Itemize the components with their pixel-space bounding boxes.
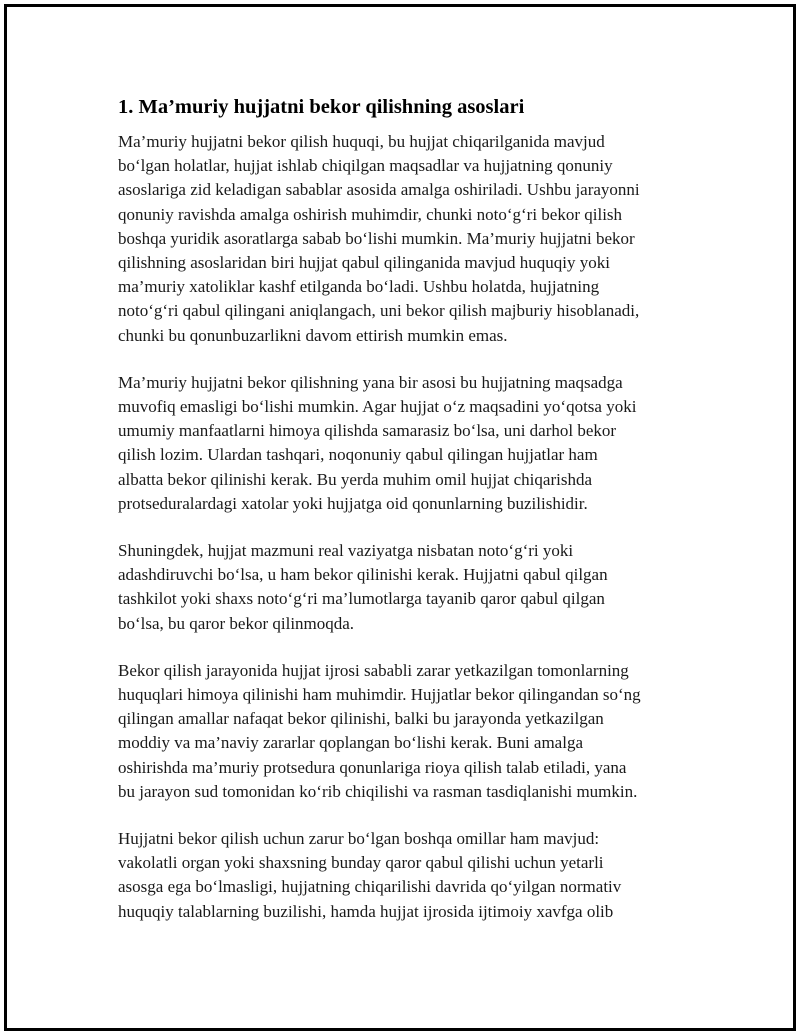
section-heading: 1. Ma’muriy hujjatni bekor qilishning asoslari (118, 96, 525, 118)
paragraph (118, 539, 698, 636)
paragraph-list (118, 130, 698, 924)
text-line: albatta bekor qilinishi kerak. Bu yerda muhim omil hujjat chiqarishda (118, 469, 592, 489)
text-line: tashkilot yoki shaxs noto‘g‘ri ma’lumotlarga tayanib qaror qabul qilgan (118, 589, 605, 609)
text-line: Ma’muriy hujjatni bekor qilishning yana bir asosi bu hujjatning maqsadga (118, 372, 623, 392)
text-line: asoslariga zid keladigan sabablar asosida amalga oshiriladi. Ushbu jarayonni (118, 180, 640, 200)
text-line: Bekor qilish jarayonida hujjat ijrosi sababli zarar yetkazilgan tomonlarning (118, 660, 629, 680)
paragraph (118, 827, 698, 924)
text-line: qonuniy ravishda amalga oshirish muhimdir, chunki noto‘g‘ri bekor qilish (118, 204, 623, 224)
paragraph (118, 659, 698, 804)
text-line: huquqlari himoya qilinishi ham muhimdir. Hujjatlar bekor qilingandan so‘ng (118, 685, 641, 705)
text-line: Hujjatni bekor qilish uchun zarur bo‘lgan boshqa omillar ham mavjud: (118, 829, 600, 849)
text-line: ma’muriy xatoliklar kashf etilganda bo‘ladi. Ushbu holatda, hujjatning (118, 277, 600, 297)
text-line: huquqiy talablarning buzilishi, hamda hujjat ijrosida ijtimoiy xavfga olib (118, 901, 614, 921)
text-line: Ma’muriy hujjatni bekor qilish huquqi, bu hujjat chiqarilganida mavjud (118, 132, 605, 151)
paragraph (118, 371, 698, 516)
paragraph (118, 130, 698, 348)
text-line: qilingan amallar nafaqat bekor qilinishi, balki bu jarayonda yetkazilgan (118, 709, 604, 729)
text-line: adashdiruvchi bo‘lsa, u ham bekor qilinishi kerak. Hujjatni qabul qilgan (118, 565, 608, 585)
text-line: bo‘lgan holatlar, hujjat ishlab chiqilgan maqsadlar va hujjatning qonuniy (118, 156, 613, 176)
text-line: muvofiq emasligi bo‘lishi mumkin. Agar hujjat o‘z maqsadini yo‘qotsa yoki (118, 397, 637, 417)
text-line: asosga ega bo‘lmasligi, hujjatning chiqarilishi davrida qo‘yilgan normativ (118, 877, 622, 897)
text-line: chunki bu qonunbuzarlikni davom ettirish mumkin emas. (118, 325, 508, 345)
text-line: bo‘lsa, bu qaror bekor qilinmoqda. (118, 613, 355, 633)
text-line: qilishning asoslaridan biri hujjat qabul qilinganida mavjud huquqiy yoki (118, 253, 610, 273)
text-line: bu jarayon sud tomonidan ko‘rib chiqilishi va rasman tasdiqlanishi mumkin. (118, 781, 638, 801)
document-body (118, 94, 698, 947)
text-line: qilish lozim. Ulardan tashqari, noqonuniy qabul qilingan hujjatlar ham (118, 445, 598, 465)
text-line: umumiy manfaatlarni himoya qilishda samarasiz bo‘lsa, uni darhol bekor (118, 421, 617, 441)
text-line: Shuningdek, hujjat mazmuni real vaziyatga nisbatan noto‘g‘ri yoki (118, 541, 574, 561)
text-line: vakolatli organ yoki shaxsning bunday qaror qabul qilishi uchun yetarli (118, 853, 604, 873)
text-line: oshirishda ma’muriy protsedura qonunlariga rioya qilish talab etiladi, yana (118, 757, 627, 777)
text-line: boshqa yuridik asoratlarga sabab bo‘lishi mumkin. Ma’muriy hujjatni bekor (118, 228, 635, 248)
text-line: moddiy va ma’naviy zararlar qoplangan bo‘lishi kerak. Buni amalga (118, 733, 583, 753)
text-line: protseduralardagi xatolar yoki hujjatga oid qonunlarning buzilishidir. (118, 493, 588, 513)
text-line: noto‘g‘ri qabul qilingani aniqlangach, uni bekor qilish majburiy hisoblanadi, (118, 301, 640, 321)
